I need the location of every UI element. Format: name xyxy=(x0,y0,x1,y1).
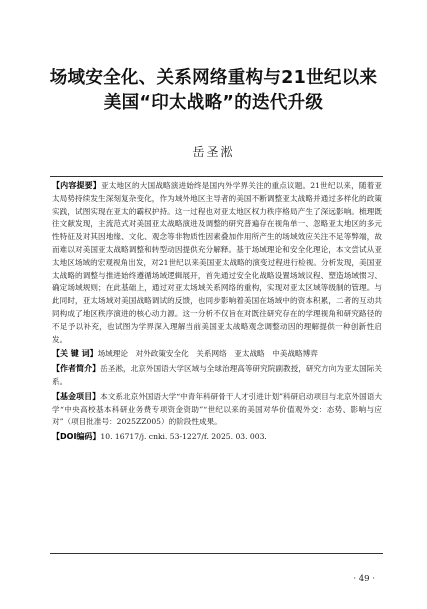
keywords-text: 场域理论 对外政策安全化 关系网络 亚太战略 中美战略博弈 xyxy=(97,349,318,359)
author-bio-text: 岳圣淞，北京外国语大学区域与全球治理高等研究院副教授，研究方向为亚太国际关系。 xyxy=(52,364,383,386)
funding-paragraph xyxy=(52,391,382,429)
article-title-line-2: 美国“印太战略”的迭代升级 xyxy=(103,93,324,113)
page-number: · 49 · xyxy=(353,574,375,584)
author-bio-paragraph xyxy=(52,363,382,389)
bottom-divider xyxy=(50,553,383,554)
abstract-paragraph xyxy=(52,180,382,346)
front-matter xyxy=(52,180,382,446)
article-author: 岳圣淞 xyxy=(192,145,235,159)
author-bio-label: 【作者简介】 xyxy=(52,364,101,374)
article-title-line-1: 场域安全化、关系网络重构与21世纪以来 xyxy=(49,68,378,88)
abstract-text: 亚太地区的大国战略演进始终是国内外学界关注的重点议题。21世纪以来，随着亚太局势持续发生深刻复杂变化，作为域外地区主导者的美国不断调整亚太战略并通过多样化的政策实践，试图实现在亚太的霸权护持。这一过程也对亚太地区权力秩序格局产生了深远影响。梳理既往文献发现，主流范式对美国亚太战略演进及调整的研究普遍存在视角单一、忽略亚太地区的多元性特征及对其因地缘、文化、观念等非物质性因素叠加作用所产生的场域效应关注不足等弊端，故而难以对美国亚太战略调整和转型动因提供充分解释。基于场域理论和安全化理论，本文尝试从亚太地区场域的宏观视角出发，对21世纪以来美国亚太战略的演变过程进行检视。分析发现，美国亚太战略的调整与推进始终遵循场域逻辑展开，首先通过安全化战略设置场域议程、塑造场域惯习、确定场域规则；在此基础上，通过对亚太场域关系网络的重构，实现对亚太区域等级制的管理。与此同时，亚太场域对美国战略调试的反馈，也同步影响着美国在场域中的资本积累，二者的互动共同构成了地区秩序演进的核心动力源。这一分析不仅旨在对既往研究存在的学理视角和研究路径的不足予以补充，也试图为学界深入理解当前美国亚太战略观念调整动因的理解提供一种创新性启发。 xyxy=(52,181,382,344)
funding-label: 【基金项目】 xyxy=(52,391,101,401)
doi-label: 【DOI编码】 xyxy=(52,432,101,442)
abstract-label: 【内容提要】 xyxy=(52,181,101,190)
doi-text: 10. 16717/j. cnki. 53-1227/f. 2025. 03. 003. xyxy=(100,432,267,442)
keywords-label: 【关 键 词】 xyxy=(52,349,98,359)
doi-paragraph xyxy=(52,431,382,444)
top-divider xyxy=(50,176,383,177)
funding-text: 本文系北京外国语大学“中青年科研骨干人才引进计划”科研启动项目与北京外国语大学“中央高校基本科研业务费专项资金资助”“世纪以来的美国对华价值观外交：态势、影响与应对”（项目批准号：2025ZZ005）的阶段性成果。 xyxy=(52,391,382,427)
keywords-paragraph xyxy=(52,348,382,361)
